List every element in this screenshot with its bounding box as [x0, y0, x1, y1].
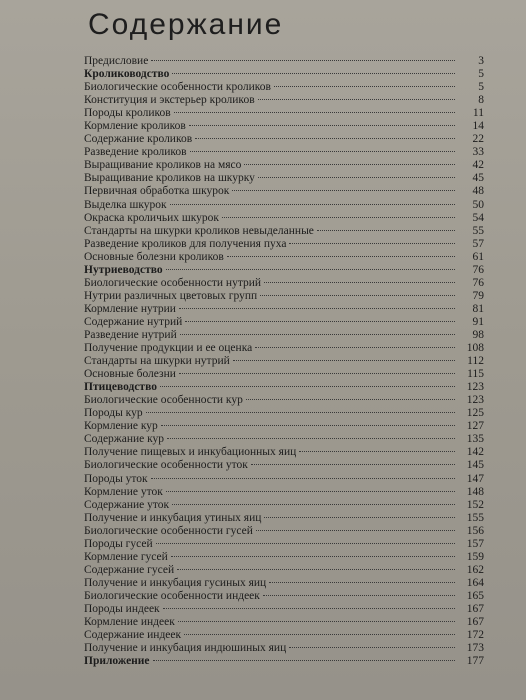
toc-entry-title: Породы кур: [84, 407, 143, 420]
toc-entry-title: Основные болезни кроликов: [84, 250, 224, 263]
toc-page-number: 98: [472, 328, 484, 341]
toc-entry-title: Содержание индеек: [84, 629, 182, 642]
toc-entry-title: Получение и инкубация гусиных яиц: [84, 576, 267, 589]
toc-page-number: 159: [466, 550, 484, 563]
dot-leader: [190, 151, 455, 152]
toc-entry-title: Биологические особенности гусей: [84, 524, 253, 537]
toc-entry-title: Получение продукции и ее оценка: [84, 342, 253, 355]
toc-page-number: 123: [466, 394, 484, 407]
toc-page-number: 177: [466, 655, 484, 668]
toc-page-number: 22: [472, 133, 484, 146]
toc-entry: [84, 473, 484, 486]
toc-entry: [84, 446, 484, 459]
toc-page-number: 173: [466, 642, 484, 655]
dot-leader: [263, 595, 455, 596]
dot-leader: [274, 86, 455, 87]
toc-page-number: 55: [472, 224, 484, 237]
toc-entry: [84, 407, 484, 420]
toc-page-number: 162: [466, 563, 484, 576]
toc-entry-title: Приложение: [84, 655, 150, 668]
toc-entry: [84, 185, 484, 198]
toc-entry: [84, 159, 484, 172]
toc-entry: [84, 486, 484, 499]
toc-entry: [84, 107, 484, 120]
toc-entry-title: Породы уток: [84, 472, 148, 485]
dot-leader: [167, 438, 455, 439]
dot-leader: [185, 321, 455, 322]
toc-page-number: 61: [472, 250, 484, 263]
dot-leader: [177, 569, 455, 570]
dot-leader: [146, 412, 455, 413]
dot-leader: [244, 164, 455, 165]
toc-page-number: 33: [472, 146, 484, 159]
toc-entry-title: Кормление кур: [84, 420, 158, 433]
toc-entry-title: Стандарты на шкурки нутрий: [84, 355, 230, 368]
toc-page-number: 123: [466, 381, 484, 394]
dot-leader: [172, 504, 455, 505]
dot-leader: [269, 582, 455, 583]
dot-leader: [189, 125, 455, 126]
toc-entry: [84, 55, 484, 68]
toc-entry-title: Кормление индеек: [84, 616, 175, 629]
toc-page-number: 156: [466, 524, 484, 537]
toc-page-number: 135: [466, 433, 484, 446]
toc-entry-title: Разведение нутрий: [84, 328, 177, 341]
dot-leader: [153, 660, 455, 661]
dot-leader: [172, 73, 455, 74]
toc-page-number: 125: [466, 407, 484, 420]
toc-entry: [84, 577, 484, 590]
page-title: Содержание: [88, 8, 284, 41]
dot-leader: [174, 112, 455, 113]
toc-entry: [84, 212, 484, 225]
toc-page-number: 167: [466, 616, 484, 629]
toc-entry-title: Биологические особенности индеек: [84, 589, 260, 602]
toc-entry: [84, 199, 484, 212]
toc-page-number: 145: [466, 459, 484, 472]
dot-leader: [222, 217, 455, 218]
toc-page-number: 91: [472, 315, 484, 328]
toc-entry: [84, 499, 484, 512]
toc-page-number: 115: [467, 368, 484, 381]
toc-entry-title: Породы индеек: [84, 602, 160, 615]
toc-entry-title: Биологические особенности кроликов: [84, 81, 271, 94]
toc-entry-title: Кормление нутрии: [84, 302, 176, 315]
toc-entry: [84, 433, 484, 446]
toc-page-number: 3: [478, 55, 484, 67]
toc-section-heading: [84, 68, 484, 81]
toc-entry: [84, 642, 484, 655]
dot-leader: [264, 517, 455, 518]
toc-page-number: 48: [472, 185, 484, 198]
dot-leader: [195, 138, 455, 139]
toc-entry: [84, 342, 484, 355]
toc-entry-title: Биологические особенности кур: [84, 394, 243, 407]
toc-entry: [84, 329, 484, 342]
dot-leader: [260, 295, 455, 296]
toc-entry-title: Содержание кроликов: [84, 133, 193, 146]
toc-entry-title: Кормление уток: [84, 485, 163, 498]
toc-entry-title: Выделка шкурок: [84, 198, 167, 211]
toc-page-number: 57: [472, 237, 484, 250]
toc-page-number: 112: [467, 355, 484, 368]
toc-page-number: 50: [472, 198, 484, 211]
toc-page-number: 167: [466, 602, 484, 615]
toc-entry-title: Конституция и экстерьер кроликов: [84, 94, 255, 107]
dot-leader: [171, 556, 455, 557]
dot-leader: [255, 347, 455, 348]
toc-entry-title: Биологические особенности уток: [84, 459, 248, 472]
dot-leader: [184, 634, 455, 635]
toc-entry-title: Биологические особенности нутрий: [84, 276, 262, 289]
toc-entry: [84, 290, 484, 303]
dot-leader: [180, 334, 455, 335]
toc-page-number: 14: [472, 120, 484, 133]
toc-entry: [84, 538, 484, 551]
dot-leader: [232, 190, 455, 191]
toc-page-number: 142: [466, 446, 484, 459]
toc-entry: [84, 81, 484, 94]
toc-page-number: 165: [466, 589, 484, 602]
toc-entry-title: Разведение кроликов: [84, 146, 187, 159]
toc-entry: [84, 225, 484, 238]
dot-leader: [289, 647, 455, 648]
table-of-contents: [84, 55, 484, 668]
toc-entry-title: Первичная обработка шкурок: [84, 185, 230, 198]
toc-page-number: 155: [466, 511, 484, 524]
toc-entry-title: Основные болезни: [84, 368, 176, 381]
dot-leader: [161, 425, 455, 426]
toc-entry-title: Нутрии различных цветовых групп: [84, 289, 258, 302]
dot-leader: [151, 60, 455, 61]
toc-entry-title: Содержание нутрий: [84, 315, 183, 328]
toc-entry: [84, 512, 484, 525]
toc-page-number: 157: [466, 537, 484, 550]
dot-leader: [317, 230, 455, 231]
toc-entry-title: Окраска кроличьих шкурок: [84, 211, 219, 224]
toc-entry: [84, 394, 484, 407]
toc-entry-title: Предисловие: [84, 55, 149, 67]
toc-entry-title: Содержание гусей: [84, 563, 175, 576]
toc-entry: [84, 303, 484, 316]
toc-page-number: 127: [466, 420, 484, 433]
dot-leader: [258, 177, 455, 178]
toc-entry: [84, 120, 484, 133]
toc-entry-title: Нутриеводство: [84, 263, 163, 276]
toc-entry: [84, 551, 484, 564]
toc-page-number: 5: [478, 68, 484, 81]
toc-entry-title: Содержание кур: [84, 433, 165, 446]
toc-page-number: 8: [478, 94, 484, 107]
toc-page-number: 172: [466, 629, 484, 642]
toc-entry: [84, 603, 484, 616]
toc-entry: [84, 238, 484, 251]
toc-entry-title: Кролиководство: [84, 68, 170, 81]
toc-entry: [84, 133, 484, 146]
toc-entry: [84, 146, 484, 159]
toc-entry-title: Кормление гусей: [84, 550, 168, 563]
dot-leader: [233, 360, 455, 361]
dot-leader: [166, 269, 455, 270]
toc-entry-title: Выращивание кроликов на мясо: [84, 159, 242, 172]
dot-leader: [179, 373, 455, 374]
toc-entry: [84, 459, 484, 472]
toc-entry-title: Стандарты на шкурки кроликов невыделанные: [84, 224, 314, 237]
toc-entry-title: Птицеводство: [84, 381, 157, 394]
toc-page-number: 11: [472, 107, 484, 120]
toc-page-number: 152: [466, 498, 484, 511]
toc-page-number: 54: [472, 211, 484, 224]
toc-page-number: 164: [466, 576, 484, 589]
toc-page-number: 76: [472, 263, 484, 276]
toc-entry: [84, 368, 484, 381]
toc-section-heading: [84, 655, 484, 668]
dot-leader: [264, 282, 455, 283]
toc-page-number: 42: [472, 159, 484, 172]
toc-page-number: 108: [466, 342, 484, 355]
dot-leader: [179, 308, 455, 309]
toc-entry: [84, 590, 484, 603]
dot-leader: [166, 491, 455, 492]
toc-entry-title: Выращивание кроликов на шкурку: [84, 172, 255, 185]
toc-entry: [84, 277, 484, 290]
dot-leader: [151, 478, 455, 479]
dot-leader: [160, 386, 455, 387]
dot-leader: [246, 399, 455, 400]
toc-page-number: 148: [466, 485, 484, 498]
toc-page-number: 147: [466, 472, 484, 485]
toc-entry: [84, 251, 484, 264]
dot-leader: [299, 451, 455, 452]
toc-entry: [84, 316, 484, 329]
toc-entry-title: Получение пищевых и инкубационных яиц: [84, 446, 297, 459]
toc-entry: [84, 564, 484, 577]
toc-entry: [84, 94, 484, 107]
toc-page-number: 81: [472, 302, 484, 315]
toc-page-number: 45: [472, 172, 484, 185]
dot-leader: [163, 608, 455, 609]
dot-leader: [289, 243, 455, 244]
toc-entry: [84, 420, 484, 433]
dot-leader: [227, 256, 455, 257]
toc-page-number: 5: [478, 81, 484, 94]
toc-entry: [84, 525, 484, 538]
toc-entry-title: Получение и инкубация индюшиных яиц: [84, 642, 287, 655]
toc-entry: [84, 355, 484, 368]
toc-page-number: 76: [472, 276, 484, 289]
dot-leader: [156, 543, 455, 544]
toc-entry-title: Разведение кроликов для получения пуха: [84, 237, 287, 250]
dot-leader: [251, 464, 455, 465]
toc-page-number: 79: [472, 289, 484, 302]
toc-section-heading: [84, 264, 484, 277]
toc-entry: [84, 616, 484, 629]
toc-entry-title: Содержание уток: [84, 498, 170, 511]
toc-entry: [84, 629, 484, 642]
toc-entry-title: Кормление кроликов: [84, 120, 186, 133]
toc-entry-title: Получение и инкубация утиных яиц: [84, 511, 262, 524]
dot-leader: [258, 99, 455, 100]
dot-leader: [178, 621, 455, 622]
toc-entry-title: Породы кроликов: [84, 107, 171, 120]
dot-leader: [256, 530, 455, 531]
dot-leader: [170, 204, 455, 205]
toc-section-heading: [84, 381, 484, 394]
toc-entry: [84, 172, 484, 185]
toc-entry-title: Породы гусей: [84, 537, 153, 550]
